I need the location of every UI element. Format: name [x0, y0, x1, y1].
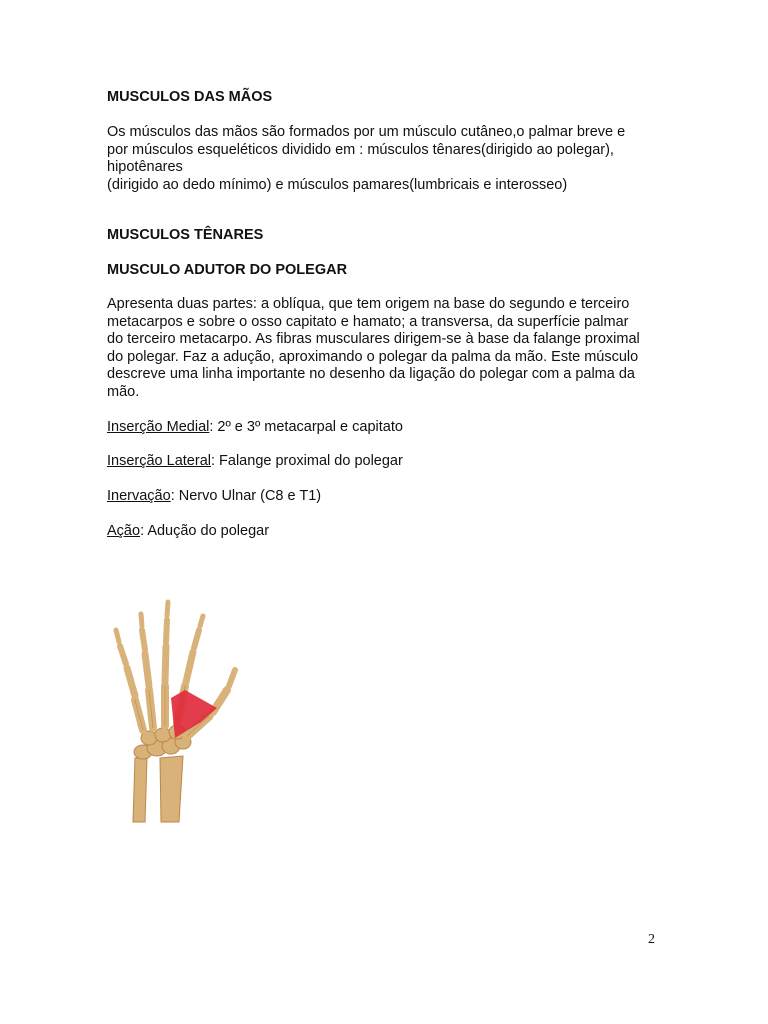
field-label: Inervação	[107, 488, 171, 504]
hand-skeleton-illustration	[105, 590, 245, 825]
description-paragraph	[107, 296, 667, 401]
hand-skeleton-drawing	[105, 590, 245, 825]
description-line: do terceiro metacarpo. As fibras musculares dirigem-se à base da falange proximal	[107, 331, 640, 347]
intro-line: hipotênares	[107, 159, 183, 175]
page-title: MUSCULOS DAS MÃOS	[107, 89, 273, 105]
field-insercao-medial	[107, 419, 667, 437]
intro-line: (dirigido ao dedo mínimo) e músculos pamares(lumbricais e interosseo)	[107, 176, 568, 193]
field-value: : Falange proximal do polegar	[210, 453, 403, 469]
subsection-heading: MUSCULO ADUTOR DO POLEGAR	[107, 262, 348, 278]
intro-paragraph	[107, 124, 667, 194]
field-inervacao	[107, 488, 667, 506]
description-line: Apresenta duas partes: a oblíqua, que tem origem na base do segundo e terceiro	[107, 296, 630, 312]
field-label: Inserção Medial	[107, 419, 210, 435]
page-number: 2	[648, 932, 655, 947]
field-insercao-lateral	[107, 453, 667, 471]
field-label: Inserção Lateral	[107, 453, 211, 469]
field-acao	[107, 523, 667, 541]
description-line: do polegar. Faz a adução, aproximando o polegar da palma da mão. Este músculo	[107, 348, 639, 365]
field-value: : 2º e 3º metacarpal e capitato	[209, 419, 403, 435]
intro-line: Os músculos das mãos são formados por um músculo cutâneo,o palmar breve e	[107, 124, 626, 140]
section-heading: MUSCULOS TÊNARES	[107, 227, 264, 243]
description-line: metacarpos e sobre o osso capitato e hamato; a transversa, da superfície palmar	[107, 313, 629, 330]
field-label: Ação	[107, 523, 141, 539]
description-line: descreve uma linha importante no desenho da ligação do polegar com a palma da	[107, 366, 635, 382]
description-line: mão.	[107, 383, 140, 400]
intro-line: por músculos esqueléticos dividido em : músculos tênares(dirigido ao polegar),	[107, 141, 614, 158]
field-value: : Adução do polegar	[140, 523, 270, 539]
field-value: : Nervo Ulnar (C8 e T1)	[170, 488, 322, 504]
